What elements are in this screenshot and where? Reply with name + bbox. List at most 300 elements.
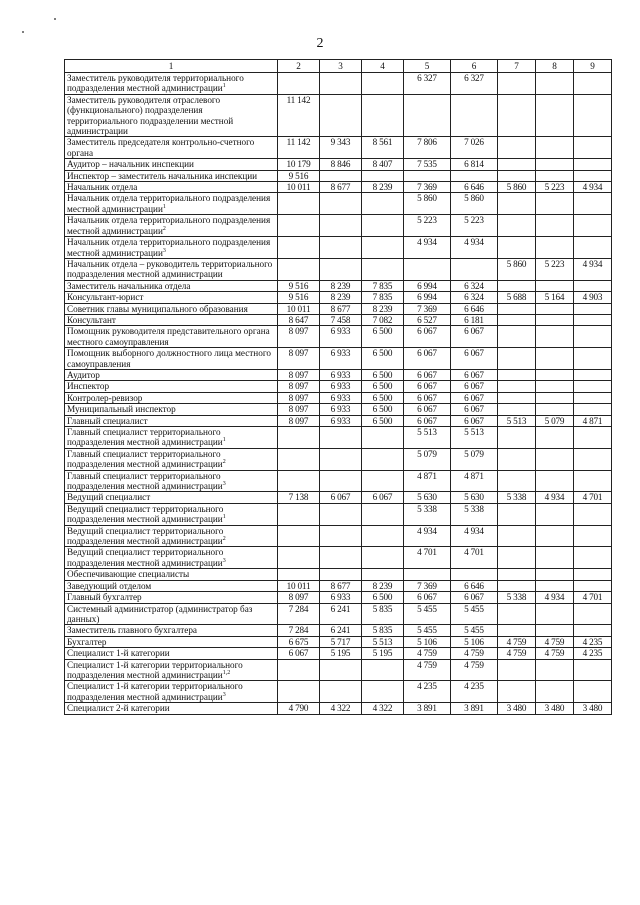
salary-cell <box>404 258 451 280</box>
salary-cell <box>536 569 574 580</box>
salary-cell <box>536 427 574 449</box>
salary-cell: 10 011 <box>278 303 320 314</box>
footnote-marker: 1 <box>162 203 166 210</box>
table-row <box>65 215 612 237</box>
table-row <box>65 159 612 170</box>
salary-cell: 6 500 <box>362 392 404 403</box>
column-header: 3 <box>320 60 362 73</box>
salary-cell: 8 677 <box>320 580 362 591</box>
salary-cell: 5 079 <box>404 448 451 470</box>
salary-cell: 6 527 <box>404 314 451 325</box>
column-header: 1 <box>65 60 278 73</box>
table-row <box>65 648 612 659</box>
salary-cell <box>574 659 612 681</box>
salary-cell <box>574 569 612 580</box>
table-row <box>65 348 612 370</box>
position-name: Заместитель руководителя отраслевого (функционального) подразделения территориального подразделении местной администрации <box>67 94 234 137</box>
table-row <box>65 303 612 314</box>
salary-cell: 5 455 <box>451 625 498 636</box>
salary-cell: 5 455 <box>404 625 451 636</box>
salary-cell <box>498 381 536 392</box>
salary-cell <box>536 280 574 291</box>
salary-cell: 8 097 <box>278 592 320 603</box>
salary-cell: 5 860 <box>498 258 536 280</box>
salary-cell <box>536 448 574 470</box>
salary-cell: 3 480 <box>536 703 574 714</box>
column-header: 9 <box>574 60 612 73</box>
column-header: 8 <box>536 60 574 73</box>
salary-cell <box>574 392 612 403</box>
salary-cell <box>574 215 612 237</box>
position-cell <box>65 326 278 348</box>
salary-cell <box>536 404 574 415</box>
salary-cell <box>498 280 536 291</box>
salary-cell: 4 934 <box>451 525 498 547</box>
salary-cell: 5 860 <box>451 193 498 215</box>
salary-cell <box>536 580 574 591</box>
salary-cell <box>278 659 320 681</box>
salary-cell: 6 933 <box>320 348 362 370</box>
position-cell <box>65 258 278 280</box>
salary-cell <box>574 404 612 415</box>
salary-cell: 9 516 <box>278 170 320 181</box>
table-row <box>65 258 612 280</box>
salary-cell <box>498 303 536 314</box>
salary-cell <box>536 503 574 525</box>
salary-cell <box>498 470 536 492</box>
salary-cell <box>498 404 536 415</box>
salary-cell: 7 082 <box>362 314 404 325</box>
salary-cell: 7 835 <box>362 280 404 291</box>
salary-cell <box>278 470 320 492</box>
salary-cell <box>362 470 404 492</box>
salary-cell: 6 500 <box>362 348 404 370</box>
salary-cell: 8 097 <box>278 404 320 415</box>
position-name: Начальник отдела – руководитель территориального подразделения местной администрации <box>67 258 273 280</box>
salary-cell: 5 513 <box>404 427 451 449</box>
position-name: Советник главы муниципального образования <box>67 303 248 314</box>
salary-cell <box>362 681 404 703</box>
salary-cell: 4 871 <box>451 470 498 492</box>
footnote-marker: 3 <box>222 557 226 564</box>
salary-cell <box>404 170 451 181</box>
salary-cell <box>278 448 320 470</box>
salary-cell <box>278 73 320 95</box>
salary-cell: 4 701 <box>404 547 451 569</box>
salary-cell: 4 871 <box>574 415 612 426</box>
salary-cell <box>362 94 404 137</box>
salary-cell <box>536 681 574 703</box>
salary-cell: 4 934 <box>404 525 451 547</box>
position-name: Аудитор – начальник инспекции <box>67 159 194 170</box>
column-header: 2 <box>278 60 320 73</box>
salary-cell: 6 067 <box>362 492 404 503</box>
salary-cell <box>536 392 574 403</box>
scan-speck <box>22 31 24 33</box>
salary-cell: 5 860 <box>498 182 536 193</box>
position-name: Главный бухгалтер <box>67 592 142 603</box>
position-name: Ведущий специалист <box>67 492 151 503</box>
salary-cell: 6 067 <box>404 415 451 426</box>
salary-cell: 9 516 <box>278 280 320 291</box>
position-cell <box>65 470 278 492</box>
table-row <box>65 94 612 137</box>
salary-cell <box>320 237 362 259</box>
position-name: Инспектор – заместитель начальника инспекции <box>67 170 258 181</box>
table-row <box>65 569 612 580</box>
salary-cell <box>536 369 574 380</box>
salary-cell <box>362 170 404 181</box>
salary-cell: 8 239 <box>320 292 362 303</box>
salary-cell <box>320 193 362 215</box>
salary-cell: 5 338 <box>404 503 451 525</box>
salary-cell: 6 933 <box>320 369 362 380</box>
salary-cell <box>536 193 574 215</box>
table-row <box>65 427 612 449</box>
column-header: 6 <box>451 60 498 73</box>
position-name: Главный специалист территориального подразделения местной администрации <box>67 427 223 448</box>
position-cell <box>65 592 278 603</box>
footnote-marker: 2 <box>222 536 226 542</box>
salary-cell: 5 195 <box>362 648 404 659</box>
salary-cell <box>536 547 574 569</box>
salary-cell <box>498 503 536 525</box>
position-cell <box>65 280 278 291</box>
salary-cell: 4 701 <box>574 592 612 603</box>
position-cell <box>65 569 278 580</box>
salary-cell <box>574 681 612 703</box>
salary-cell: 8 097 <box>278 369 320 380</box>
position-name: Специалист 1-й категории территориального подразделения местной администрации <box>67 681 243 702</box>
salary-cell: 5 223 <box>404 215 451 237</box>
salary-cell <box>574 603 612 625</box>
salary-cell: 6 067 <box>404 381 451 392</box>
salary-cell <box>362 73 404 95</box>
salary-cell: 6 324 <box>451 292 498 303</box>
position-cell <box>65 492 278 503</box>
salary-cell <box>498 525 536 547</box>
salary-cell <box>574 547 612 569</box>
salary-cell: 10 011 <box>278 580 320 591</box>
salary-cell: 6 241 <box>320 625 362 636</box>
position-name: Инспектор <box>67 381 110 392</box>
salary-cell <box>574 170 612 181</box>
position-cell <box>65 73 278 95</box>
salary-cell: 3 891 <box>451 703 498 714</box>
salary-cell: 4 934 <box>404 237 451 259</box>
salary-cell <box>362 448 404 470</box>
position-cell <box>65 369 278 380</box>
position-cell <box>65 415 278 426</box>
salary-cell <box>278 681 320 703</box>
salary-cell: 4 235 <box>404 681 451 703</box>
header-row <box>65 60 612 73</box>
salary-cell <box>451 569 498 580</box>
table-row <box>65 470 612 492</box>
table-row <box>65 580 612 591</box>
salary-cell <box>574 94 612 137</box>
salary-cell <box>536 470 574 492</box>
salary-cell: 8 677 <box>320 303 362 314</box>
salary-cell <box>574 448 612 470</box>
salary-cell: 6 646 <box>451 182 498 193</box>
salary-cell <box>320 427 362 449</box>
salary-cell <box>320 503 362 525</box>
salary-cell <box>498 314 536 325</box>
position-cell <box>65 348 278 370</box>
salary-cell: 6 994 <box>404 292 451 303</box>
salary-cell: 8 097 <box>278 415 320 426</box>
salary-cell: 6 327 <box>404 73 451 95</box>
table-row <box>65 381 612 392</box>
position-cell <box>65 159 278 170</box>
salary-cell <box>320 569 362 580</box>
salary-cell <box>536 603 574 625</box>
salary-cell <box>362 193 404 215</box>
position-cell <box>65 193 278 215</box>
table-row <box>65 681 612 703</box>
table-row <box>65 603 612 625</box>
salary-cell <box>574 280 612 291</box>
salary-cell <box>574 193 612 215</box>
salary-cell: 8 239 <box>362 303 404 314</box>
position-name: Начальник отдела территориального подразделения местной администрации <box>67 193 271 214</box>
salary-cell: 4 701 <box>574 492 612 503</box>
salary-cell: 7 369 <box>404 182 451 193</box>
footnote-marker: 3 <box>222 691 226 698</box>
salary-cell: 7 284 <box>278 625 320 636</box>
position-cell <box>65 392 278 403</box>
table-row <box>65 292 612 303</box>
salary-cell: 5 223 <box>536 182 574 193</box>
salary-cell: 6 646 <box>451 303 498 314</box>
salary-cell <box>574 348 612 370</box>
salary-cell: 5 688 <box>498 292 536 303</box>
salary-cell <box>320 681 362 703</box>
salary-cell <box>574 159 612 170</box>
salary-cell: 6 067 <box>404 404 451 415</box>
position-cell <box>65 503 278 525</box>
salary-cell: 6 500 <box>362 404 404 415</box>
salary-cell: 6 241 <box>320 603 362 625</box>
position-name: Помощник руководителя представительного органа местного самоуправления <box>67 326 270 347</box>
salary-cell: 8 239 <box>362 182 404 193</box>
salary-cell <box>320 94 362 137</box>
salary-cell <box>574 381 612 392</box>
table-row <box>65 492 612 503</box>
salary-cell: 8 647 <box>278 314 320 325</box>
position-name: Заведующий отделом <box>67 580 152 591</box>
salary-cell: 7 026 <box>451 137 498 159</box>
salary-cell: 5 717 <box>320 636 362 647</box>
position-cell <box>65 314 278 325</box>
position-name: Заместитель председателя контрольно-счетного органа <box>67 137 255 158</box>
salary-cell: 4 759 <box>451 659 498 681</box>
salary-cell <box>574 303 612 314</box>
salary-cell: 5 513 <box>362 636 404 647</box>
table-row <box>65 137 612 159</box>
footnote-marker: 3 <box>162 247 166 254</box>
position-name: Контролер-ревизор <box>67 392 143 403</box>
salary-cell <box>536 314 574 325</box>
salary-cell <box>536 303 574 314</box>
salary-cell: 5 513 <box>451 427 498 449</box>
salary-cell <box>404 94 451 137</box>
salary-cell: 7 458 <box>320 314 362 325</box>
salary-cell <box>574 580 612 591</box>
salary-cell <box>278 193 320 215</box>
salary-cell <box>362 215 404 237</box>
salary-cell: 3 891 <box>404 703 451 714</box>
salary-cell: 4 759 <box>404 659 451 681</box>
position-name: Заместитель начальника отдела <box>67 280 191 291</box>
salary-cell <box>498 137 536 159</box>
salary-cell: 8 407 <box>362 159 404 170</box>
position-cell <box>65 404 278 415</box>
salary-cell <box>574 427 612 449</box>
position-cell <box>65 525 278 547</box>
position-name: Заместитель руководителя территориального подразделения местной администрации <box>67 73 244 94</box>
salary-cell: 6 067 <box>451 415 498 426</box>
salary-cell: 5 630 <box>404 492 451 503</box>
position-cell <box>65 182 278 193</box>
salary-cell: 3 480 <box>498 703 536 714</box>
table-row <box>65 280 612 291</box>
salary-cell: 4 790 <box>278 703 320 714</box>
salary-cell: 8 097 <box>278 348 320 370</box>
salary-cell: 6 067 <box>404 348 451 370</box>
footnote-marker: 3 <box>222 480 226 487</box>
salary-cell <box>451 94 498 137</box>
footnote-marker: 2 <box>162 225 166 232</box>
footnote-marker: 1 <box>222 514 226 521</box>
footnote-marker: 1 <box>222 437 226 444</box>
salary-cell: 8 097 <box>278 392 320 403</box>
table-row <box>65 592 612 603</box>
table-row <box>65 170 612 181</box>
position-cell <box>65 547 278 569</box>
footnote-marker: 2 <box>222 459 226 466</box>
salary-cell: 6 675 <box>278 636 320 647</box>
salary-cell: 9 516 <box>278 292 320 303</box>
salary-cell: 4 759 <box>404 648 451 659</box>
position-cell <box>65 580 278 591</box>
salary-cell <box>498 427 536 449</box>
salary-cell: 11 142 <box>278 94 320 137</box>
salary-cell: 5 835 <box>362 603 404 625</box>
table-row <box>65 525 612 547</box>
salary-cell <box>498 159 536 170</box>
salary-cell <box>498 681 536 703</box>
salary-cell: 5 455 <box>451 603 498 625</box>
salary-cell: 6 500 <box>362 326 404 348</box>
salary-cell <box>498 170 536 181</box>
salary-cell <box>574 237 612 259</box>
position-name: Муниципальный инспектор <box>67 404 176 415</box>
salary-cell <box>536 159 574 170</box>
salary-cell: 6 933 <box>320 592 362 603</box>
table-row <box>65 73 612 95</box>
salary-cell <box>498 448 536 470</box>
position-name: Главный специалист территориального подразделения местной администрации <box>67 448 223 470</box>
salary-cell <box>278 237 320 259</box>
salary-cell: 4 235 <box>451 681 498 703</box>
salary-cell <box>498 237 536 259</box>
table-row <box>65 404 612 415</box>
salary-cell <box>498 326 536 348</box>
salary-cell <box>498 73 536 95</box>
salary-cell <box>278 569 320 580</box>
salary-cell <box>574 525 612 547</box>
salary-cell: 6 994 <box>404 280 451 291</box>
salary-cell <box>278 547 320 569</box>
salary-cell: 5 513 <box>498 415 536 426</box>
position-cell <box>65 427 278 449</box>
salary-cell: 5 223 <box>536 258 574 280</box>
position-cell <box>65 448 278 470</box>
salary-cell <box>362 547 404 569</box>
salary-cell: 4 934 <box>536 492 574 503</box>
position-cell <box>65 94 278 137</box>
salary-cell <box>320 659 362 681</box>
salary-cell <box>320 73 362 95</box>
salary-cell <box>498 369 536 380</box>
salary-cell <box>278 503 320 525</box>
salary-cell: 6 067 <box>451 369 498 380</box>
salary-cell: 8 239 <box>362 580 404 591</box>
salary-cell <box>498 215 536 237</box>
salary-cell <box>574 73 612 95</box>
position-cell <box>65 636 278 647</box>
table-row <box>65 314 612 325</box>
salary-cell: 6 933 <box>320 381 362 392</box>
salary-cell: 6 067 <box>404 369 451 380</box>
salary-cell <box>362 659 404 681</box>
salary-cell: 8 239 <box>320 280 362 291</box>
salary-cell: 6 067 <box>451 326 498 348</box>
table-row <box>65 326 612 348</box>
position-name: Заместитель главного бухгалтера <box>67 625 198 636</box>
position-cell <box>65 703 278 714</box>
position-cell <box>65 659 278 681</box>
position-name: Начальник отдела <box>67 182 138 193</box>
salary-cell: 9 343 <box>320 137 362 159</box>
salary-cell <box>498 603 536 625</box>
position-cell <box>65 292 278 303</box>
column-header: 7 <box>498 60 536 73</box>
salary-cell <box>536 94 574 137</box>
salary-cell <box>536 625 574 636</box>
footnote-marker: 1 <box>222 83 226 90</box>
salary-cell: 6 067 <box>451 348 498 370</box>
salary-cell: 8 561 <box>362 137 404 159</box>
salary-cell <box>320 215 362 237</box>
salary-cell: 4 759 <box>536 648 574 659</box>
salary-cell <box>536 348 574 370</box>
salary-cell: 8 097 <box>278 381 320 392</box>
salary-cell: 7 284 <box>278 603 320 625</box>
salary-cell <box>536 381 574 392</box>
salary-cell: 5 079 <box>536 415 574 426</box>
position-cell <box>65 137 278 159</box>
salary-cell <box>574 503 612 525</box>
table-row <box>65 659 612 681</box>
position-cell <box>65 648 278 659</box>
salary-cell <box>498 348 536 370</box>
salary-cell <box>362 525 404 547</box>
salary-cell: 5 835 <box>362 625 404 636</box>
position-cell <box>65 170 278 181</box>
